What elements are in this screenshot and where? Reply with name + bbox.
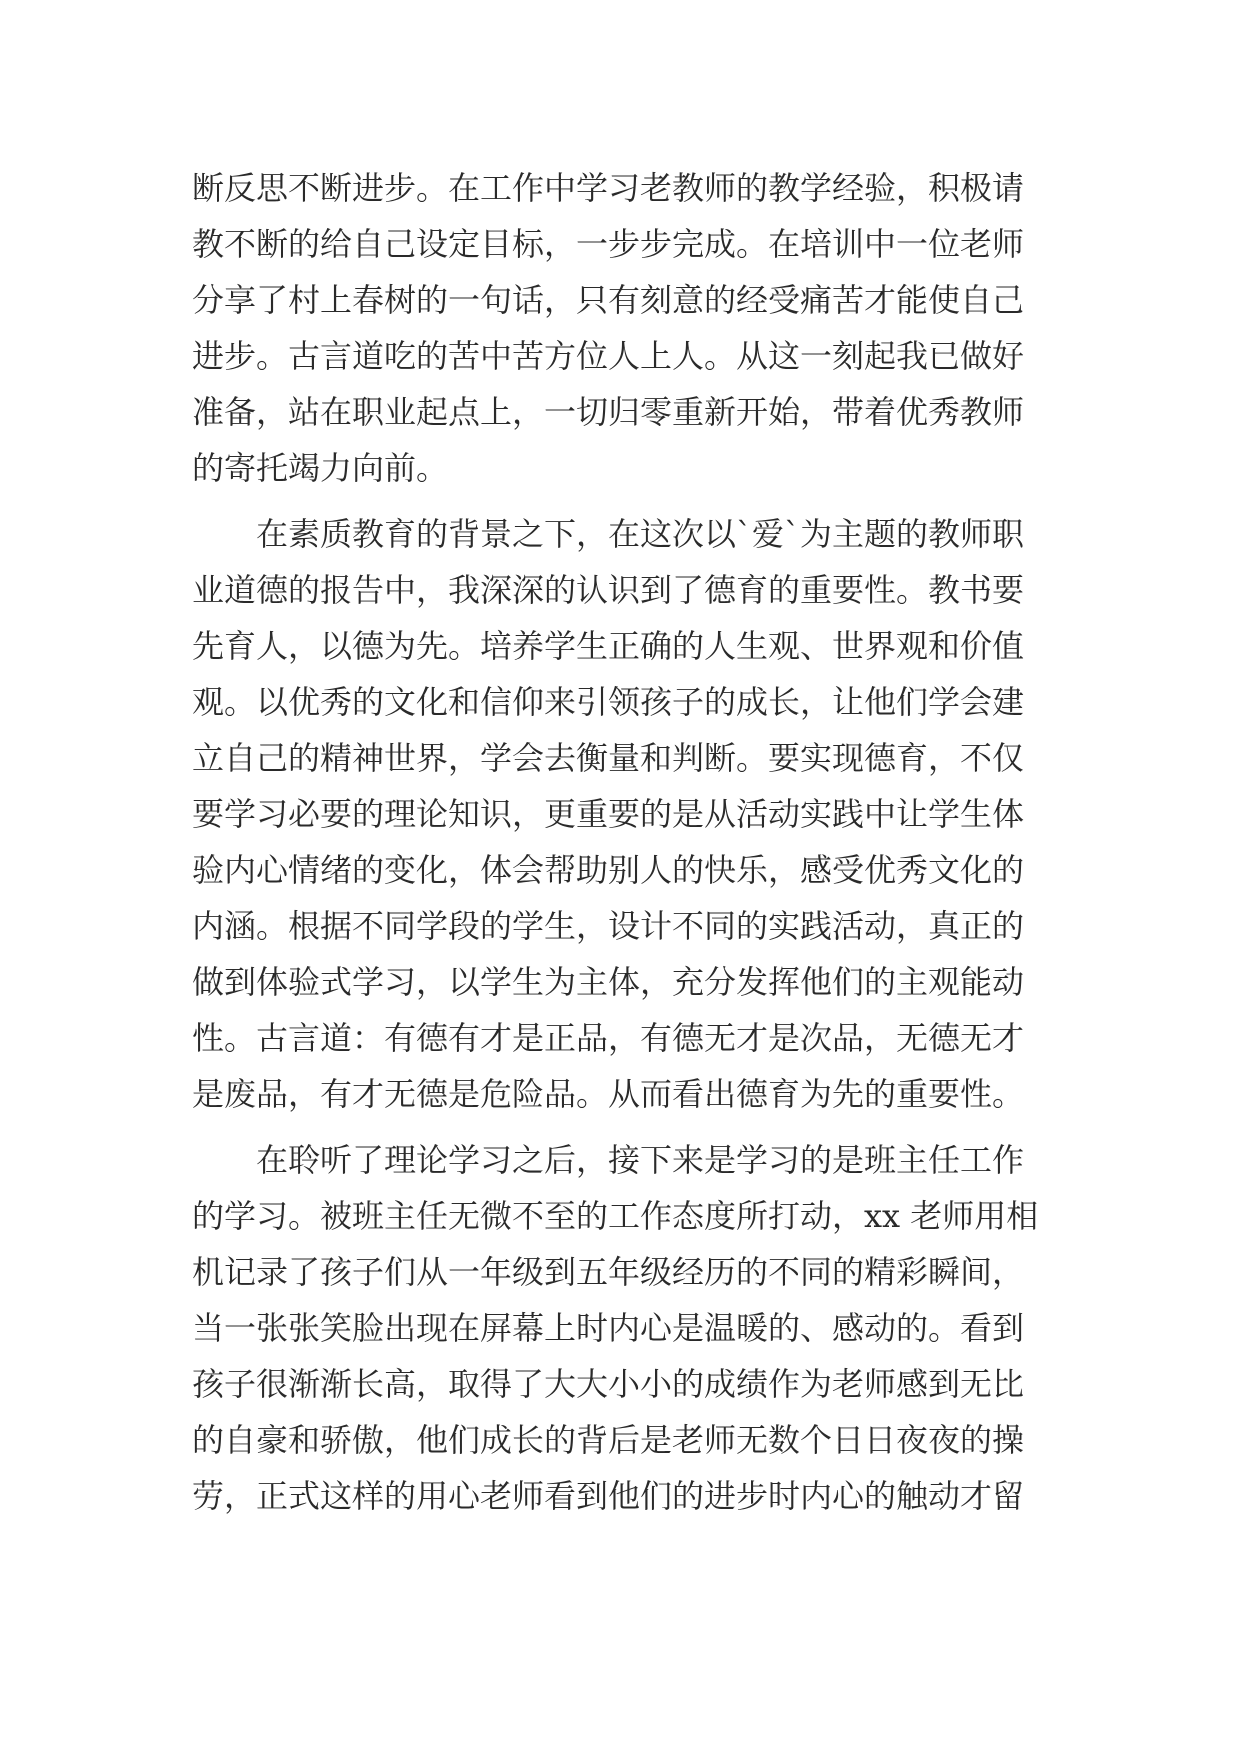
paragraph-3-line-2: 的学习。被班主任无微不至的工作态度所打动，xx 老师用相 — [192, 1197, 1039, 1235]
paragraph-3-line-7: 劳，正式这样的用心老师看到他们的进步时内心的触动才留 — [192, 1477, 1025, 1515]
paragraph-2-line-1: 在素质教育的背景之下，在这次以`爱`为主题的教师职 — [256, 515, 1025, 553]
paragraph-2-line-9: 做到体验式学习，以学生为主体，充分发挥他们的主观能动 — [192, 963, 1025, 1001]
paragraph-2-line-6: 要学习必要的理论知识，更重要的是从活动实践中让学生体 — [192, 795, 1025, 833]
paragraph-1-line-4: 进步。古言道吃的苦中苦方位人上人。从这一刻起我已做好 — [192, 337, 1025, 375]
paragraph-2-line-10: 性。古言道：有德有才是正品，有德无才是次品，无德无才 — [192, 1019, 1025, 1057]
paragraph-3-line-1: 在聆听了理论学习之后，接下来是学习的是班主任工作 — [256, 1141, 1025, 1179]
paragraph-1-line-5: 准备，站在职业起点上，一切归零重新开始，带着优秀教师 — [192, 393, 1025, 431]
paragraph-2-line-2: 业道德的报告中，我深深的认识到了德育的重要性。教书要 — [192, 571, 1025, 609]
paragraph-2-line-11: 是废品，有才无德是危险品。从而看出德育为先的重要性。 — [192, 1075, 1025, 1113]
paragraph-3-line-3: 机记录了孩子们从一年级到五年级经历的不同的精彩瞬间， — [192, 1253, 1025, 1291]
paragraph-2-line-7: 验内心情绪的变化，体会帮助别人的快乐，感受优秀文化的 — [192, 851, 1025, 889]
paragraph-2-line-4: 观。以优秀的文化和信仰来引领孩子的成长，让他们学会建 — [192, 683, 1025, 721]
paragraph-3-line-4: 当一张张笑脸出现在屏幕上时内心是温暖的、感动的。看到 — [192, 1309, 1025, 1347]
paragraph-1-line-3: 分享了村上春树的一句话，只有刻意的经受痛苦才能使自己 — [192, 281, 1025, 319]
paragraph-3-line-6: 的自豪和骄傲，他们成长的背后是老师无数个日日夜夜的操 — [192, 1421, 1025, 1459]
paragraph-1-line-1: 断反思不断进步。在工作中学习老教师的教学经验，积极请 — [192, 169, 1025, 207]
paragraph-3-line-5: 孩子很渐渐长高，取得了大大小小的成绩作为老师感到无比 — [192, 1365, 1025, 1403]
paragraph-2-line-8: 内涵。根据不同学段的学生，设计不同的实践活动，真正的 — [192, 907, 1025, 945]
paragraph-1-line-2: 教不断的给自己设定目标，一步步完成。在培训中一位老师 — [192, 225, 1025, 263]
paragraph-2-line-5: 立自己的精神世界，学会去衡量和判断。要实现德育，不仅 — [192, 739, 1025, 777]
paragraph-2-line-3: 先育人，以德为先。培养学生正确的人生观、世界观和价值 — [192, 627, 1025, 665]
paragraph-1-line-6: 的寄托竭力向前。 — [192, 449, 449, 487]
